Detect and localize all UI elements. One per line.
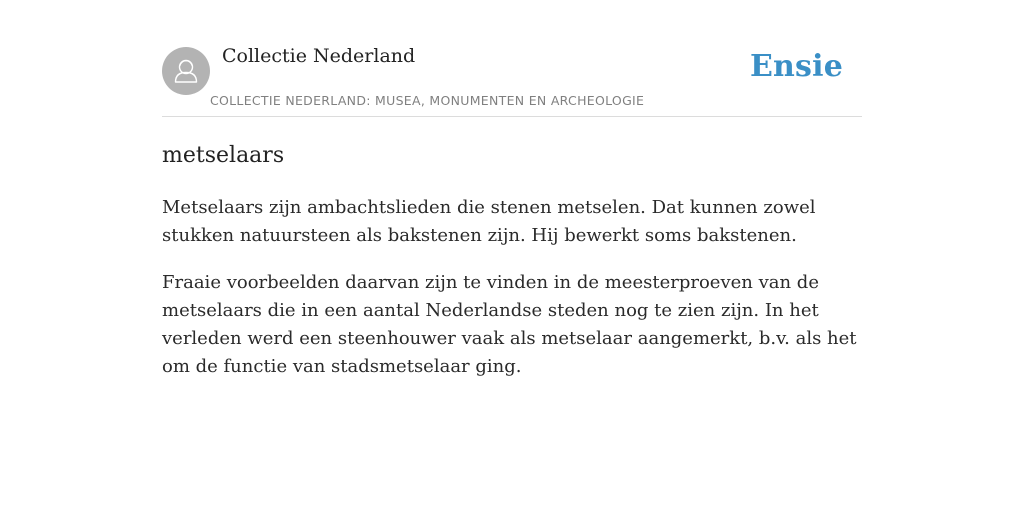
author-avatar[interactable] [162, 47, 210, 95]
source-label[interactable]: COLLECTIE NEDERLAND: MUSEA, MONUMENTEN EN ARCHEOLOGIE [210, 93, 645, 108]
brand-logo[interactable]: Ensie [749, 49, 843, 84]
author-name[interactable]: Collectie Nederland [222, 45, 416, 67]
article-paragraph-1: Metselaars zijn ambachtslieden die stenen metselen. Dat kunnen zowel stukken natuursteen als bakstenen zijn. Hij bewerkt soms bakstenen. [162, 197, 816, 246]
article-header [162, 0, 862, 117]
article-title: metselaars [162, 143, 285, 168]
article-paragraph-2: Fraaie voorbeelden daarvan zijn te vinden in de meesterproeven van de metselaars die in een aantal Nederlandse steden nog te zien zijn. In het verleden werd een steenhouwer vaak als metselaar aangemerkt, b.v. als het om de functie van stadsmetselaar ging. [162, 272, 857, 377]
user-icon [162, 47, 210, 95]
content-column [162, 0, 862, 381]
